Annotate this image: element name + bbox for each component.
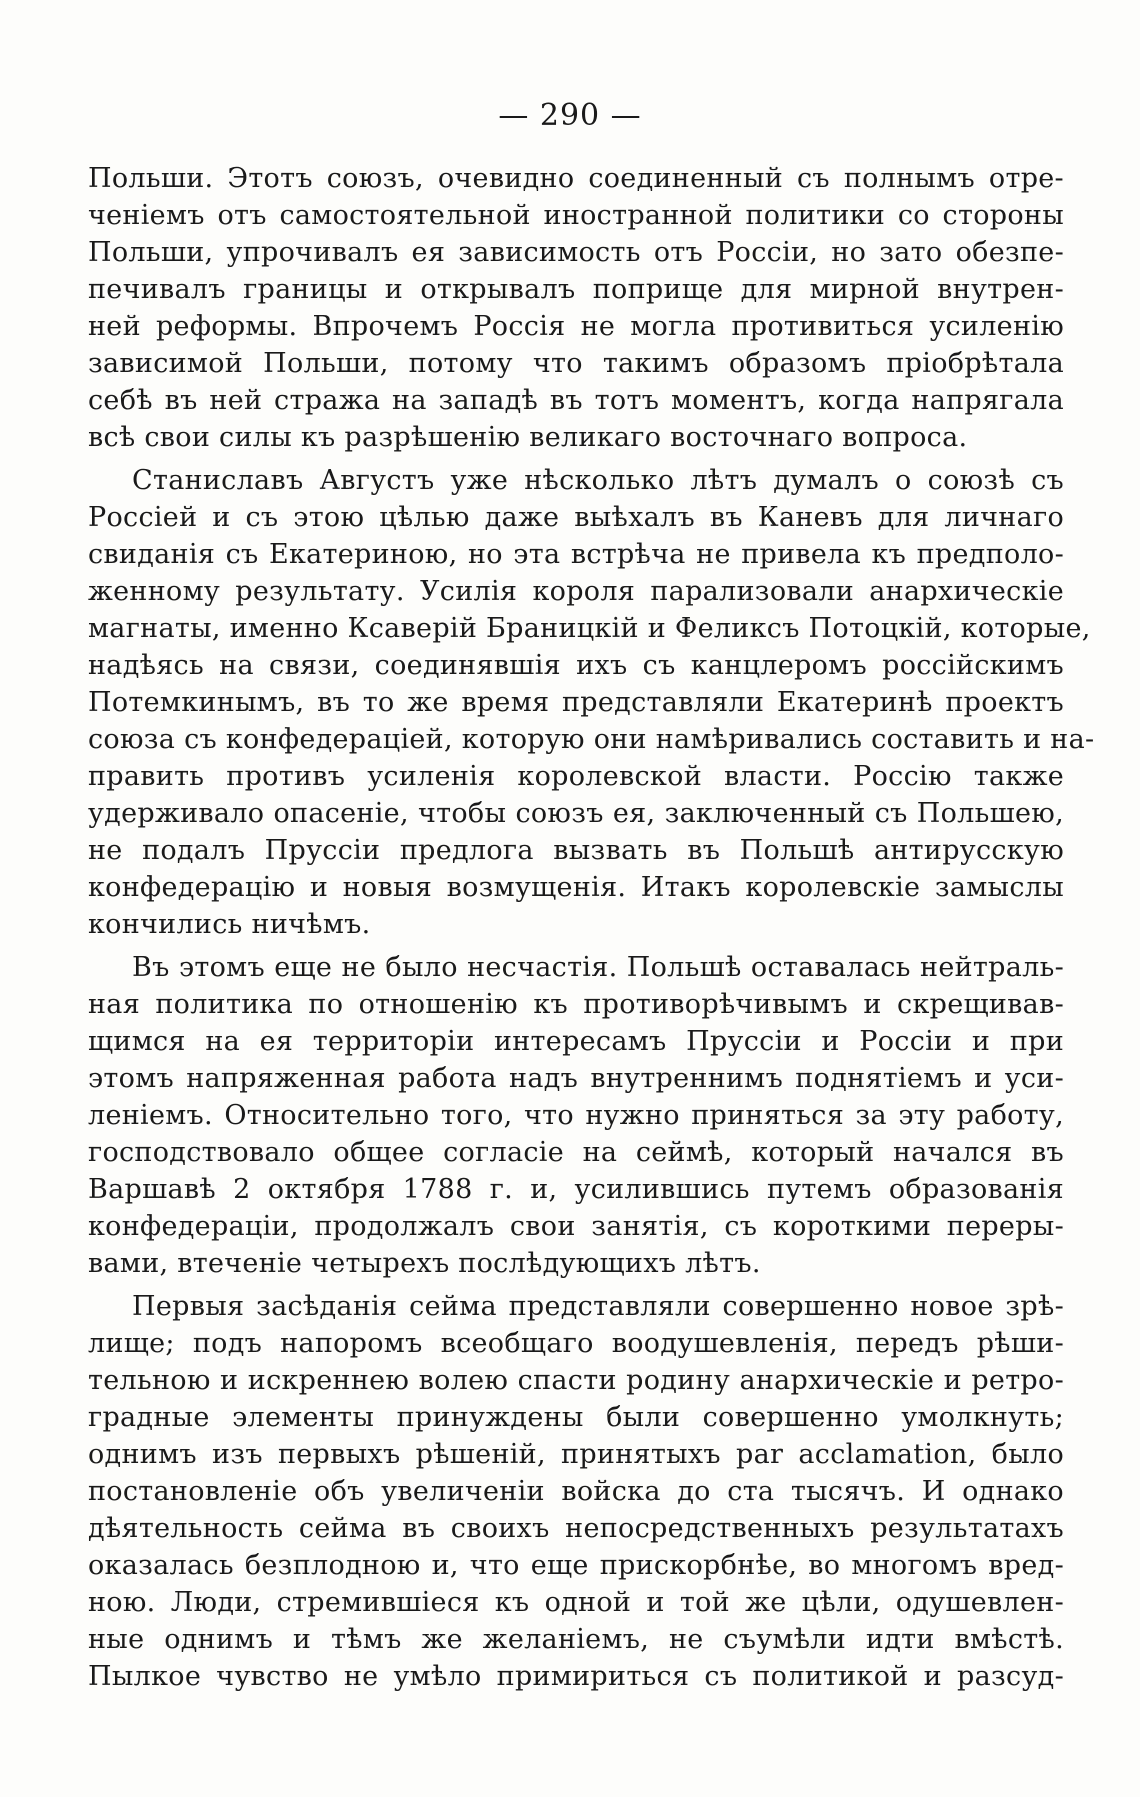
text-line: Польши. Этотъ союзъ, очевидно соединенный съ полнымъ отре- (88, 163, 1064, 194)
text-line: вами, втеченіе четырехъ послѣдующихъ лѣтъ. (88, 1248, 761, 1279)
text-line: оказалась безплодною и, что еще прискорбнѣе, во многомъ вред- (88, 1550, 1064, 1581)
text-line: ные однимъ и тѣмъ же желаніемъ, не съумѣли идти вмѣстѣ. (88, 1624, 1064, 1655)
text-line: Польши, упрочивалъ ея зависимость отъ Россіи, но зато обезпе- (88, 237, 1064, 268)
text-line: щимся на ея территоріи интересамъ Пруссіи и Россіи и при (88, 1026, 1064, 1057)
text-line: печивалъ границы и открывалъ поприще для мирной внутрен- (88, 274, 1064, 305)
paragraph (88, 949, 1064, 1282)
text-line: однимъ изъ первыхъ рѣшеній, принятыхъ par acclamation, было (88, 1439, 1064, 1470)
text-line: Первыя засѣданія сейма представляли совершенно новое зрѣ- (132, 1291, 1064, 1322)
text-line: ченіемъ отъ самостоятельной иностранной политики со стороны (88, 200, 1064, 231)
text-line: ною. Люди, стремившіеся къ одной и той же цѣли, одушевлен- (88, 1587, 1064, 1618)
text-line: себѣ въ ней стража на западѣ въ тотъ моментъ, когда напрягала (88, 385, 1064, 416)
text-line: Пылкое чувство не умѣло примириться съ политикой и разсуд- (88, 1661, 1064, 1692)
text-line: не подалъ Пруссіи предлога вызвать въ Польшѣ антирусскую (88, 835, 1064, 866)
paragraph (88, 1288, 1064, 1695)
body-text (88, 160, 1095, 1695)
paragraph (88, 462, 1095, 943)
text-line: дѣятельность сейма въ своихъ непосредственныхъ результатахъ (88, 1513, 1064, 1544)
text-line: править противъ усиленія королевской власти. Россію также (88, 761, 1064, 792)
text-line: женному результату. Усилія короля парализовали анархическіе (88, 576, 1064, 607)
text-line: лище; подъ напоромъ всеобщаго воодушевленія, передъ рѣши- (88, 1328, 1064, 1359)
text-line: надѣясь на связи, соединявшія ихъ съ канцлеромъ россійскимъ (88, 650, 1064, 681)
text-line: свиданія съ Екатериною, но эта встрѣча не привела къ предполо- (88, 539, 1064, 570)
text-line: леніемъ. Относительно того, что нужно приняться за эту работу, (88, 1100, 1064, 1131)
text-line: конфедерацію и новыя возмущенія. Итакъ королевскіе замыслы (88, 872, 1064, 903)
text-line: тельною и искреннею волею спасти родину анархическіе и ретро- (88, 1365, 1064, 1396)
text-line: всѣ свои силы къ разрѣшенію великаго восточнаго вопроса. (88, 422, 968, 453)
text-line: градные элементы принуждены были совершенно умолкнуть; (88, 1402, 1064, 1433)
page-number: — 290 — (498, 98, 642, 133)
text-line: зависимой Польши, потому что такимъ образомъ пріобрѣтала (88, 348, 1064, 379)
text-line: удерживало опасеніе, чтобы союзъ ея, заключенный съ Польшею, (88, 798, 1064, 829)
text-line: ная политика по отношенію къ противорѣчивымъ и скрещивав- (88, 989, 1064, 1020)
text-line: Въ этомъ еще не было несчастія. Польшѣ оставалась нейтраль- (132, 952, 1064, 983)
text-line: союза съ конфедераціей, которую они намѣривались составить и на- (88, 724, 1095, 755)
text-line: ней реформы. Впрочемъ Россія не могла противиться усиленію (88, 311, 1064, 342)
paragraph (88, 160, 1064, 456)
text-line: Варшавѣ 2 октября 1788 г. и, усилившись путемъ образованія (88, 1174, 1064, 1205)
text-line: господствовало общее согласіе на сеймѣ, который начался въ (88, 1137, 1064, 1168)
text-line: этомъ напряженная работа надъ внутреннимъ поднятіемъ и уси- (88, 1063, 1064, 1094)
text-line: конфедераціи, продолжалъ свои занятія, съ короткими переры- (88, 1211, 1064, 1242)
text-line: Россіей и съ этою цѣлью даже выѣхалъ въ Каневъ для личнаго (88, 502, 1064, 533)
text-line: Потемкинымъ, въ то же время представляли Екатеринѣ проектъ (88, 687, 1064, 718)
text-line: Станиславъ Августъ уже нѣсколько лѣтъ думалъ о союзѣ съ (132, 465, 1064, 496)
text-line: магнаты, именно Ксаверій Браницкій и Феликсъ Потоцкій, которые, (88, 613, 1091, 644)
text-line: кончились ничѣмъ. (88, 909, 371, 940)
text-line: постановленіе объ увеличеніи войска до ста тысячъ. И однако (88, 1476, 1064, 1507)
